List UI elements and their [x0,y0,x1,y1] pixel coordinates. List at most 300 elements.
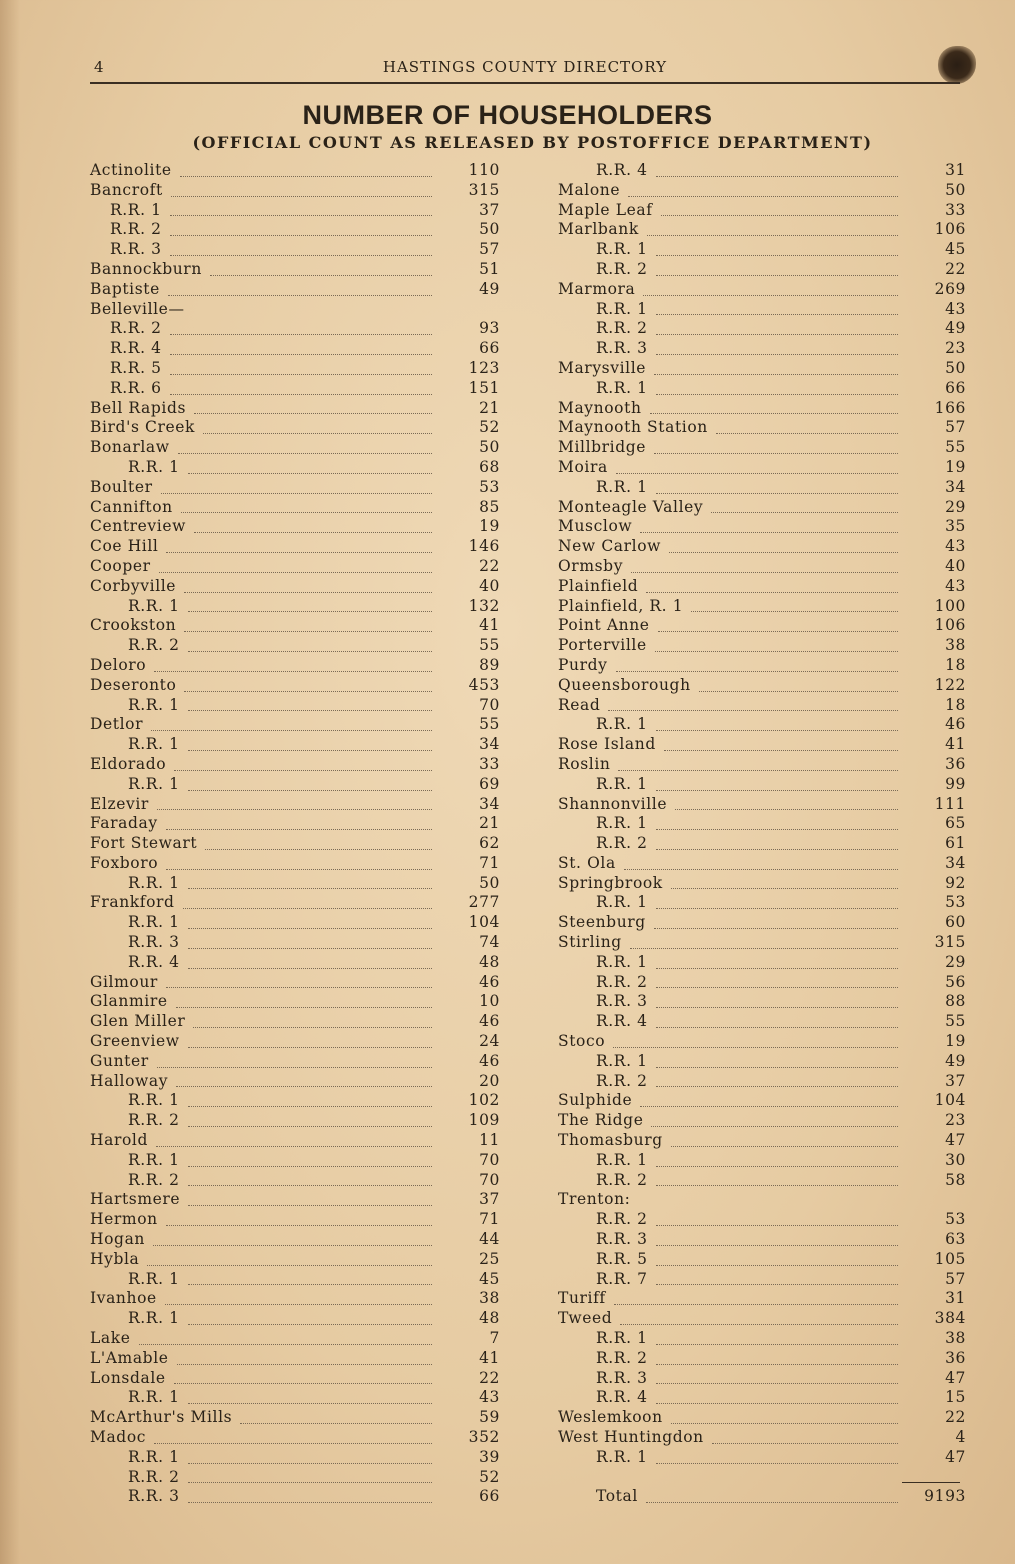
entry-count: 102 [468,1091,500,1110]
entry-count: 45 [479,1269,500,1288]
entry-name: R.R. 2 [596,972,648,991]
entry-count: 50 [945,358,966,377]
entry-name: R.R. 4 [596,161,648,179]
dot-leader [188,1463,432,1484]
entry-count: 93 [479,319,500,338]
dot-leader [157,1047,432,1068]
dot-leader [184,572,432,593]
entry-count: 110 [468,161,500,179]
entry-count: 31 [945,161,966,179]
entry-count: 315 [934,933,966,952]
entry-name: R.R. 1 [128,457,180,476]
entry-name: Malone [558,180,621,199]
entry-name: R.R. 4 [596,1388,648,1407]
entry-count: 49 [945,1051,966,1070]
entry-name: R.R. 1 [596,1150,648,1169]
entry-name: Monteagle Valley [558,497,704,516]
entry-name: Foxboro [90,853,159,872]
entry-name: Halloway [90,1071,169,1090]
entry-count: 352 [468,1428,500,1446]
entry-name: Corbyville [90,576,177,595]
entry-name: R.R. 6 [110,378,162,397]
dot-leader [210,255,432,276]
entry-name: Cooper [90,556,151,575]
dot-leader [656,156,898,177]
entry-name: Trenton: [558,1190,631,1209]
entry-count: 105 [934,1249,966,1268]
entry-name: Maynooth [558,398,642,417]
entry-name: R.R. 1 [128,1269,180,1288]
entry-count: 70 [479,1170,500,1189]
entry-count: 52 [479,418,500,437]
entry-name: Plainfield, R. 1 [558,596,684,615]
entry-count: 34 [479,794,500,813]
entry-name: Bancroft [90,180,163,199]
entry-name: Boulter [90,477,153,496]
entry-count: 35 [945,517,966,536]
dot-leader [188,1166,432,1187]
entry-count: 46 [479,1051,500,1070]
entry-name: Steenburg [558,913,646,932]
dot-leader [620,1304,898,1325]
entry-name: Queensborough [558,675,691,694]
entry-name: Porterville [558,636,647,655]
entry-count: 47 [945,1447,966,1466]
dot-leader [176,1067,432,1088]
dot-leader [188,770,432,791]
entry-count: 36 [945,1348,966,1367]
dot-leader [656,1146,898,1167]
entry-name: Weslemkoon [558,1408,663,1427]
dot-leader [656,1047,898,1068]
dot-leader [177,1344,432,1365]
entry-count: 41 [479,616,500,635]
entry-name: St. Ola [558,853,616,872]
entry-name: R.R. 1 [596,477,648,496]
dot-leader [630,928,898,949]
dot-leader [656,1067,898,1088]
entry-name: R.R. 7 [596,1269,648,1288]
page-subtitle: (OFFICIAL COUNT AS RELEASED BY POSTOFFICE DEPARTMENT) [192,133,873,152]
dot-leader [658,611,898,632]
entry-count: 22 [479,1368,500,1387]
dot-leader [151,710,432,731]
entry-name: R.R. 2 [596,319,648,338]
entry-count: 19 [945,1032,966,1051]
entry-count: 74 [479,933,500,952]
entry-name: R.R. 3 [596,339,648,358]
total-rule [902,1482,960,1483]
entry-count: 315 [468,180,500,199]
dot-leader [656,1383,898,1404]
entry-name: R.R. 3 [596,1368,648,1387]
dot-leader [203,413,432,434]
dot-leader [656,888,898,909]
entry-count: 58 [945,1170,966,1189]
entry-count: 49 [479,279,500,298]
dot-leader [624,849,898,870]
dot-leader [170,314,432,335]
entry-name: R.R. 1 [596,1051,648,1070]
dot-leader [656,968,898,989]
entry-count: 15 [945,1388,966,1407]
entry-name: R.R. 1 [110,200,162,219]
dot-leader [240,1403,432,1424]
entry-count: 43 [945,576,966,595]
entry-count: 47 [945,1368,966,1387]
dot-leader [188,1106,432,1127]
dot-leader [188,1443,432,1464]
entry-count: 151 [468,378,500,397]
dot-leader [616,651,898,672]
entry-name: R.R. 2 [596,1210,648,1229]
entry-name: Cannifton [90,497,173,516]
dot-leader [671,1126,898,1147]
entry-count: 29 [945,497,966,516]
list-item [86,280,500,300]
entry-name: Marlbank [558,220,639,239]
dot-leader [656,473,898,494]
entry-name: Hybla [90,1249,140,1268]
entry-count: 71 [479,853,500,872]
entry-name: Greenview [90,1032,180,1051]
entry-count: 123 [468,358,500,377]
entry-name: R.R. 1 [596,893,648,912]
entry-count: 46 [945,715,966,734]
dot-leader [193,1007,432,1028]
entry-count: 46 [479,1012,500,1031]
dot-leader [669,532,898,553]
entry-name: R.R. 1 [128,1150,180,1169]
entry-name: R.R. 4 [128,952,180,971]
entry-count: 34 [945,853,966,872]
dot-leader [159,552,432,573]
entry-name: R.R. 4 [596,1012,648,1031]
entry-count: 277 [468,893,500,912]
entry-name: R.R. 1 [596,814,648,833]
entry-count: 47 [945,1131,966,1150]
dot-leader [661,196,898,217]
entry-count: 9193 [924,1487,966,1506]
entry-name: R.R. 2 [596,1348,648,1367]
dot-leader [608,691,898,712]
running-header [90,58,960,84]
list-item [554,1171,966,1191]
dot-leader [188,1146,432,1167]
entry-count: 68 [479,457,500,476]
entry-name: Crookston [90,616,177,635]
entry-name: Baptiste [90,279,160,298]
entry-count: 31 [945,1289,966,1308]
entry-count: 62 [479,834,500,853]
entry-count: 38 [945,636,966,655]
dot-leader [618,750,898,771]
dot-leader [616,453,898,474]
entry-count: 21 [479,398,500,417]
entry-count: 48 [479,952,500,971]
entry-count: 70 [479,1150,500,1169]
entry-count: 43 [945,299,966,318]
list-item [86,1487,500,1507]
dot-leader [139,1324,432,1345]
entry-count: 57 [479,240,500,259]
dot-leader [188,453,432,474]
dot-leader [656,1166,898,1187]
entry-name: R.R. 1 [596,240,648,259]
entry-name: Centreview [90,517,186,536]
dot-leader [656,809,898,830]
dot-leader [654,433,898,454]
entry-count: 33 [479,754,500,773]
entry-name: Marysville [558,358,647,377]
dot-leader [664,730,898,751]
entry-name: R.R. 4 [110,339,162,358]
entry-count: 36 [945,754,966,773]
entry-name: Ivanhoe [90,1289,157,1308]
dot-leader [170,334,432,355]
entry-name: Bird's Creek [90,418,196,437]
entry-count: 22 [945,1408,966,1427]
entry-name: Fort Stewart [90,834,198,853]
entry-name: R.R. 1 [128,913,180,932]
dot-leader [671,869,898,890]
dot-leader [188,1027,432,1048]
dot-leader [188,730,432,751]
entry-count: 7 [489,1329,500,1348]
entry-count: 51 [479,259,500,278]
entry-count: 50 [945,180,966,199]
entry-name: Detlor [90,715,144,734]
entry-name: R.R. 1 [128,695,180,714]
entry-count: 45 [945,240,966,259]
entry-count: 46 [479,972,500,991]
dot-leader [170,235,432,256]
entry-name: R.R. 1 [128,1447,180,1466]
entry-name: R.R. 1 [128,596,180,615]
entry-count: 453 [468,675,500,694]
entry-name: Tweed [558,1309,613,1328]
entry-name: R.R. 2 [596,1071,648,1090]
entry-name: Eldorado [90,754,167,773]
entry-count: 37 [479,200,500,219]
entry-name: R.R. 1 [596,1329,648,1348]
dot-leader [675,790,898,811]
dot-leader [174,1364,432,1385]
entry-name: R.R. 2 [128,1170,180,1189]
dot-leader [188,948,432,969]
dot-leader [174,750,432,771]
entry-name: Deloro [90,655,147,674]
dot-leader [188,928,432,949]
entry-name: Lonsdale [90,1368,166,1387]
entry-count: 39 [479,1447,500,1466]
dot-leader [656,1344,898,1365]
dot-leader [184,611,432,632]
entry-name: Ormsby [558,556,624,575]
total-row [554,1487,966,1507]
entry-count: 71 [479,1210,500,1229]
entry-count: 19 [479,517,500,536]
entry-count: 132 [468,596,500,615]
dot-leader [157,790,432,811]
dot-leader [712,1423,898,1444]
dot-leader [170,215,432,236]
entry-count: 30 [945,1150,966,1169]
dot-leader [181,493,432,514]
entry-name: R.R. 1 [128,873,180,892]
entry-count: 57 [945,418,966,437]
entry-name: Plainfield [558,576,639,595]
entry-name: R.R. 3 [110,240,162,259]
entry-name: R.R. 3 [128,1487,180,1506]
dot-leader [655,631,898,652]
entry-count: 41 [479,1348,500,1367]
dot-leader [154,1423,432,1444]
list-item [554,1448,966,1468]
entry-name: R.R. 3 [128,933,180,952]
entry-name: Purdy [558,655,608,674]
dot-leader [656,710,898,731]
entry-count: 55 [479,636,500,655]
dot-leader [205,829,432,850]
entry-name: R.R. 2 [128,636,180,655]
dot-leader [171,176,432,197]
entry-name: R.R. 5 [110,358,162,377]
dot-leader [194,512,432,533]
entry-count: 23 [945,339,966,358]
dot-leader [188,869,432,890]
entry-name: Roslin [558,754,611,773]
entry-count: 38 [945,1329,966,1348]
entry-name: Total [596,1487,638,1506]
entry-count: 48 [479,1309,500,1328]
entry-count: 29 [945,952,966,971]
entry-count: 50 [479,873,500,892]
dot-leader [656,1364,898,1385]
entry-name: R.R. 1 [596,774,648,793]
entry-count: 66 [479,339,500,358]
dot-leader [656,255,898,276]
entry-count: 55 [945,438,966,457]
dot-leader [656,235,898,256]
entry-name: R.R. 3 [596,992,648,1011]
entry-count: 22 [479,556,500,575]
entry-name: McArthur's Mills [90,1408,233,1427]
entry-name: Stoco [558,1032,606,1051]
dot-leader [614,1284,898,1305]
entry-name: Maynooth Station [558,418,708,437]
entry-count: 50 [479,220,500,239]
entry-count: 104 [934,1091,966,1110]
entry-count: 24 [479,1032,500,1051]
entry-count: 384 [934,1309,966,1328]
dot-leader [188,691,432,712]
entry-name: Elzevir [90,794,149,813]
entry-name: Lake [90,1329,131,1348]
dot-leader [656,295,898,316]
entry-name: Musclow [558,517,633,536]
entry-name: Read [558,695,601,714]
entry-name: The Ridge [558,1111,644,1130]
entry-name: R.R. 1 [128,1388,180,1407]
entry-count: 40 [479,576,500,595]
entry-count: 50 [479,438,500,457]
entry-name: R.R. 1 [596,952,648,971]
dot-leader [166,809,432,830]
dot-leader [631,552,898,573]
dot-leader [691,592,898,613]
dot-leader [166,1205,432,1226]
entry-count: 53 [945,893,966,912]
dot-leader [183,888,432,909]
entry-count: 43 [479,1388,500,1407]
dot-leader [650,394,898,415]
entry-count: 92 [945,873,966,892]
dot-leader [154,651,432,672]
entry-name: Moira [558,457,608,476]
entry-count: 60 [945,913,966,932]
running-head-title: HASTINGS COUNTY DIRECTORY [382,58,668,76]
entry-name: Deseronto [90,675,177,694]
entry-count: 19 [945,457,966,476]
entry-count: 21 [479,814,500,833]
dot-leader [613,1027,898,1048]
entry-count: 44 [479,1230,500,1249]
dot-leader [188,1185,432,1206]
dot-leader [656,334,898,355]
entry-name: Thomasburg [558,1131,663,1150]
dot-leader [654,354,898,375]
entry-count: 88 [945,992,966,1011]
entry-name: Gilmour [90,972,158,991]
entry-count: 66 [945,378,966,397]
entry-count: 106 [934,220,966,239]
entry-count: 70 [479,695,500,714]
entry-count: 55 [479,715,500,734]
entry-count: 25 [479,1249,500,1268]
dot-leader [166,849,432,870]
entry-name: Glen Miller [90,1012,186,1031]
entry-count: 43 [945,537,966,556]
entry-name: R.R. 1 [596,715,648,734]
dot-leader [656,1225,898,1246]
entry-count: 37 [945,1071,966,1090]
entry-name: R.R. 2 [596,259,648,278]
entry-name: Hermon [90,1210,158,1229]
entry-count: 37 [479,1190,500,1209]
page-title: NUMBER OF HOUSEHOLDERS [302,100,713,130]
entry-count: 109 [468,1111,500,1130]
entry-name: R.R. 2 [128,1467,180,1486]
dot-leader [716,413,898,434]
entry-name: R.R. 1 [128,735,180,754]
entry-name: R.R. 2 [110,220,162,239]
entry-count: 18 [945,655,966,674]
entry-count: 55 [945,1012,966,1031]
dot-leader [178,433,432,454]
dot-leader [188,1265,432,1286]
entry-name: Harold [90,1131,148,1150]
dot-leader [188,1383,432,1404]
entry-name: Glanmire [90,992,168,1011]
entry-name: Bannockburn [90,259,202,278]
entry-count: 104 [468,913,500,932]
entry-name: Hartsmere [90,1190,181,1209]
entry-name: R.R. 2 [128,1111,180,1130]
dot-leader [147,1245,432,1266]
entry-name: Belleville— [90,299,185,318]
entry-name: New Carlow [558,537,661,556]
